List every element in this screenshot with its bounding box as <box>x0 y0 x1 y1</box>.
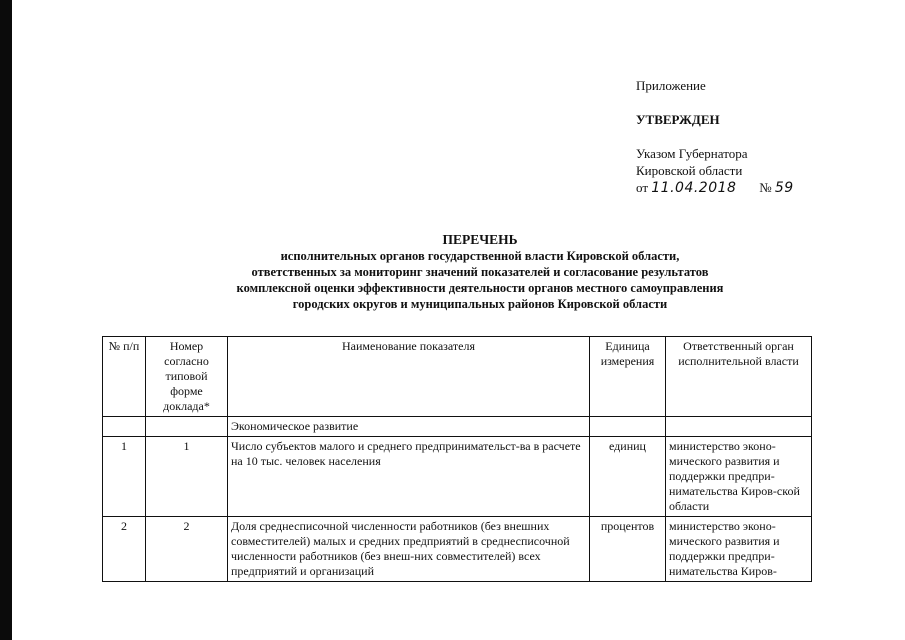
decree-line-1: Указом Губернатора <box>636 146 748 161</box>
table-row <box>103 437 812 517</box>
row-indicator-name: Доля среднесписочной численности работников (без внешних совместителей) малых и средних предприятий в среднесписочной численности работников (без внеш-них совместителей) всех предприятий и организаций <box>228 517 590 582</box>
title-line-3: комплексной оценки эффективности деятельности органов местного самоуправления <box>236 281 724 295</box>
row-number: 1 <box>103 437 146 517</box>
row-form-number: 1 <box>146 437 228 517</box>
row-responsible-body: министерство эконо-мического развития и поддержки предпри-нимательства Киров- <box>666 517 812 582</box>
decree-date-line <box>636 179 876 197</box>
section-row <box>103 417 812 437</box>
date-prefix: от <box>636 180 649 195</box>
header-number: № п/п <box>103 337 146 417</box>
section-title: Экономическое развитие <box>228 417 590 437</box>
header-form-number: Номер согласно типовой форме доклада* <box>146 337 228 417</box>
table-header-row <box>103 337 812 417</box>
row-form-number: 2 <box>146 517 228 582</box>
row-number: 2 <box>103 517 146 582</box>
approved-label: УТВЕРЖДЕН <box>636 112 720 127</box>
number-prefix: № <box>759 180 772 195</box>
indicators-table <box>102 336 812 582</box>
header-responsible-body: Ответственный орган исполнительной власти <box>666 337 812 417</box>
row-unit: единиц <box>590 437 666 517</box>
title-main: ПЕРЕЧЕНЬ <box>442 232 518 247</box>
document-title <box>150 232 810 312</box>
table-row <box>103 517 812 582</box>
title-line-2: ответственных за мониторинг значений показателей и согласование результатов <box>251 265 709 279</box>
appendix-label: Приложение <box>636 78 706 93</box>
title-line-4: городских округов и муниципальных районов Кировской области <box>292 297 668 311</box>
header-indicator-name: Наименование показателя <box>228 337 590 417</box>
row-indicator-name: Число субъектов малого и среднего предпринимательст-ва в расчете на 10 тыс. человек населения <box>228 437 590 517</box>
handwritten-number: 59 <box>774 180 794 196</box>
scan-edge <box>0 0 12 640</box>
handwritten-date: 11.04.2018 <box>651 180 737 196</box>
row-responsible-body: министерство эконо-мического развития и поддержки предпри-нимательства Киров-ской области <box>666 437 812 517</box>
title-line-1: исполнительных органов государственной власти Кировской области, <box>280 249 680 263</box>
row-unit: процентов <box>590 517 666 582</box>
decree-line-2: Кировской области <box>636 163 743 178</box>
approval-block <box>636 77 876 197</box>
header-unit: Единица измерения <box>590 337 666 417</box>
